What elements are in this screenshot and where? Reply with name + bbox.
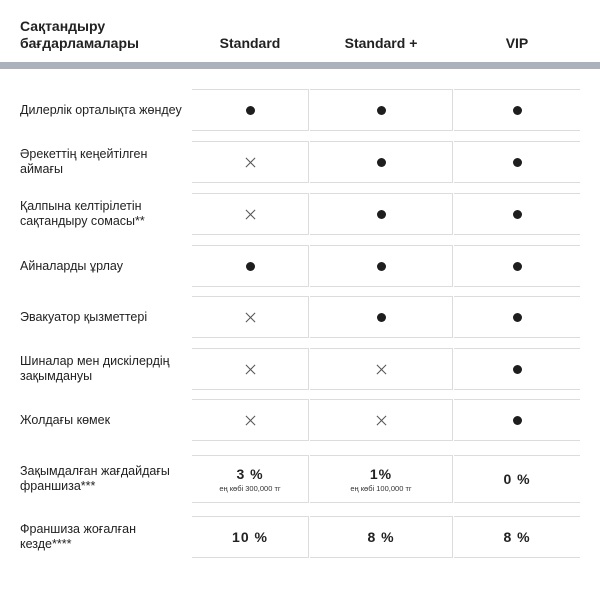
filled-circle-icon: [513, 210, 522, 219]
cross-icon: [245, 209, 256, 220]
cell-vip: [454, 296, 580, 338]
row-label: Шиналар мен дискілердің зақымдануы: [20, 354, 170, 383]
column-header-vip: VIP: [505, 35, 529, 51]
cell-standard-plus: [310, 245, 453, 287]
row-label: Әрекеттің кеңейтілген аймағы: [20, 147, 148, 176]
table-row: [0, 455, 600, 503]
filled-circle-icon: [513, 262, 522, 271]
cell-standard: [192, 348, 309, 390]
cell-standard-plus: [310, 89, 453, 131]
table-row: [0, 296, 600, 338]
filled-circle-icon: [513, 313, 522, 322]
cell-standard: [192, 455, 309, 503]
table-row: [0, 348, 600, 390]
percentage-value: 8 %: [367, 529, 395, 545]
row-label: Жолдағы көмек: [20, 412, 111, 427]
column-header-standard-plus: Standard +: [344, 35, 418, 51]
cell-vip: [454, 348, 580, 390]
row-label: Дилерлік орталықта жөндеу: [20, 102, 182, 117]
percentage-value: 0 %: [503, 471, 531, 487]
cross-icon: [245, 415, 256, 426]
cell-vip: [454, 193, 580, 235]
header-title: Сақтандыру бағдарламалары: [20, 18, 139, 51]
cell-standard-plus: [310, 141, 453, 183]
percentage-value: 10 %: [232, 529, 268, 545]
cell-standard-plus: [310, 296, 453, 338]
cell-vip: [454, 399, 580, 441]
filled-circle-icon: [377, 262, 386, 271]
cell-vip: [454, 516, 580, 558]
cell-standard-plus: [310, 348, 453, 390]
filled-circle-icon: [246, 262, 255, 271]
table-row: [0, 141, 600, 183]
cell-standard-plus: [310, 516, 453, 558]
row-label: Франшиза жоғалған кезде****: [20, 522, 137, 551]
cell-standard: [192, 245, 309, 287]
filled-circle-icon: [377, 313, 386, 322]
cell-standard: [192, 399, 309, 441]
row-label: Қалпына келтірілетін сақтандыру сомасы**: [20, 199, 145, 228]
table-row: [0, 516, 600, 558]
filled-circle-icon: [513, 158, 522, 167]
header-divider-bar: [0, 62, 600, 69]
cell-vip: [454, 245, 580, 287]
cell-standard-plus: [310, 193, 453, 235]
table-header: [0, 0, 600, 62]
filled-circle-icon: [246, 106, 255, 115]
cross-icon: [245, 312, 256, 323]
cell-standard-plus: [310, 455, 453, 503]
cell-standard: [192, 193, 309, 235]
filled-circle-icon: [513, 416, 522, 425]
cell-vip: [454, 141, 580, 183]
cell-standard: [192, 516, 309, 558]
filled-circle-icon: [513, 365, 522, 374]
table-row: [0, 399, 600, 441]
filled-circle-icon: [513, 106, 522, 115]
row-label: Айналарды ұрлау: [20, 258, 123, 273]
table-row: [0, 245, 600, 287]
row-label: Зақымдалған жағдайдағы франшиза***: [20, 464, 170, 493]
cell-vip: [454, 89, 580, 131]
filled-circle-icon: [377, 106, 386, 115]
column-header-standard: Standard: [219, 35, 281, 51]
cross-icon: [245, 364, 256, 375]
cross-icon: [376, 364, 387, 375]
table-row: [0, 89, 600, 131]
percentage-value: 3 %: [236, 465, 264, 482]
percentage-value: 1%: [369, 465, 393, 482]
max-amount-note: ең көбі 300,000 тг: [219, 483, 281, 493]
cell-standard: [192, 141, 309, 183]
cell-standard: [192, 89, 309, 131]
cell-standard-plus: [310, 399, 453, 441]
table-row: [0, 193, 600, 235]
row-label: Эвакуатор қызметтері: [20, 309, 148, 324]
percentage-value: 8 %: [503, 529, 531, 545]
cross-icon: [376, 415, 387, 426]
max-amount-note: ең көбі 100,000 тг: [350, 483, 412, 493]
cross-icon: [245, 157, 256, 168]
filled-circle-icon: [377, 210, 386, 219]
cell-standard: [192, 296, 309, 338]
filled-circle-icon: [377, 158, 386, 167]
cell-vip: [454, 455, 580, 503]
